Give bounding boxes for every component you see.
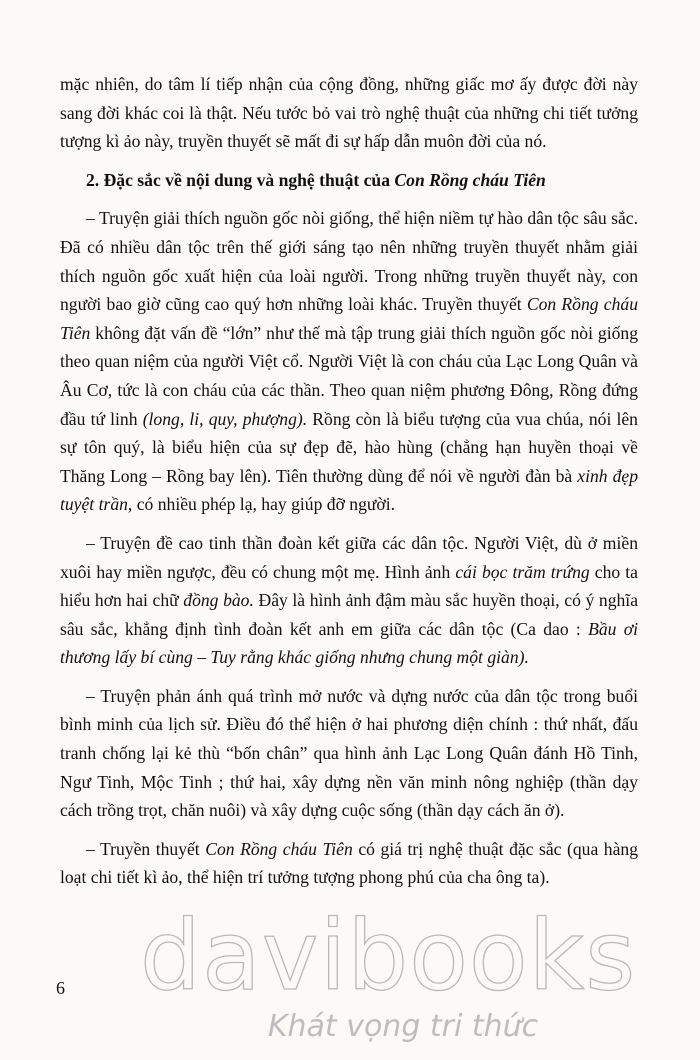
heading-text: 2. Đặc sắc về nội dung và nghệ thuật của xyxy=(86,169,395,190)
page-number: 6 xyxy=(56,978,65,998)
heading-title: Con Rồng cháu Tiên xyxy=(394,169,546,190)
body-text xyxy=(60,70,638,892)
paragraph-continued xyxy=(60,70,638,156)
paragraph-text: cho ta hiểu hơn hai chữ xyxy=(60,561,638,611)
watermark-brand: davibooks xyxy=(140,900,637,1012)
italic-text: Con Rồng cháu Tiên xyxy=(205,838,353,859)
paragraph-text: có giá trị nghệ thuật đặc sắc (qua hàng loạt chi tiết kì ảo, thể hiện trí tưởng tượng phong phú của cha ông ta). xyxy=(60,838,638,888)
italic-text: Bầu ơi thương lấy bí cùng – Tuy rằng khác giống nhưng chung một giàn). xyxy=(60,618,638,668)
italic-text: (long, li, quy, phượng). xyxy=(142,408,308,429)
italic-text: đồng bào. xyxy=(183,590,254,611)
paragraph-text: – Truyện giải thích nguồn gốc nòi giống, thể hiện niềm tự hào dân tộc sâu sắc. Đã có nhiều dân tộc trên thế giới sáng tạo nên những truyền thuyết nhằm giải thích nguồn gốc xuất hiện của loài người. Trong những truyền thuyết này, con người bao giờ cũng cao quý hơn những loài khác. Truyền thuyết xyxy=(60,208,638,315)
paragraph-nation-building xyxy=(60,682,638,825)
paragraph-art-value xyxy=(60,835,638,892)
italic-text: cái bọc trăm trứng xyxy=(455,561,590,582)
paragraph-origin xyxy=(60,204,638,519)
paragraph-unity xyxy=(60,529,638,672)
paragraph-text: – Truyền thuyết xyxy=(86,838,206,859)
paragraph-text: , có nhiều phép lạ, hay giúp đỡ người. xyxy=(127,494,395,515)
italic-text: Con Rồng cháu Tiên xyxy=(60,294,638,343)
paragraph-text: không đặt vấn đề “lớn” như thế mà tập trung giải thích nguồn gốc nòi giống theo quan niệm của người Việt cổ. Người Việt là con cháu của Lạc Long Quân và Âu Cơ, tức là con cháu của các thần. Theo quan niệm phương Đông, Rồng đứng đầu tứ linh xyxy=(60,322,638,429)
italic-text: xinh đẹp tuyệt trần xyxy=(60,465,638,515)
paragraph-text: – Truyện phản ánh quá trình mở nước và dựng nước của dân tộc trong buổi bình minh của lịch sử. Điều đó thể hiện ở hai phương diện chính : thứ nhất, đấu tranh chống lại kẻ thù “bốn chân” qua hình ảnh Lạc Long Quân đánh Hồ Tinh, Ngư Tinh, Mộc Tinh ; thứ hai, xây dựng nền văn minh nông nghiệp (thần dạy cách trồng trọt, chăn nuôi) và xây dựng cuộc sống (thần dạy cách ăn ở). xyxy=(60,685,638,821)
paragraph-text: mặc nhiên, do tâm lí tiếp nhận của cộng đồng, những giấc mơ ấy được đời này sang đời khác coi là thật. Nếu tước bỏ vai trò nghệ thuật của những chi tiết tưởng tượng kì ảo này, truyền thuyết sẽ mất đi sự hấp dẫn muôn đời của nó. xyxy=(60,74,638,152)
paragraph-text: Rồng còn là biểu tượng của vua chúa, nói lên sự tôn quý, là biểu hiện của sự đẹp đẽ, hào hùng (chẳng hạn huyền thoại về Thăng Long – Rồng bay lên). Tiên thường dùng để nói về người đàn bà xyxy=(60,408,638,486)
paragraph-text: Đây là hình ảnh đậm màu sắc huyền thoại, có ý nghĩa sâu sắc, khẳng định tình đoàn kết anh em giữa các dân tộc (Ca dao : xyxy=(60,590,639,639)
section-heading xyxy=(60,166,638,195)
watermark-slogan: Khát vọng tri thức xyxy=(267,1009,539,1044)
paragraph-text: – Truyện đề cao tinh thần đoàn kết giữa các dân tộc. Người Việt, dù ở miền xuôi hay miền ngược, đều có chung một mẹ. Hình ảnh xyxy=(60,532,638,582)
